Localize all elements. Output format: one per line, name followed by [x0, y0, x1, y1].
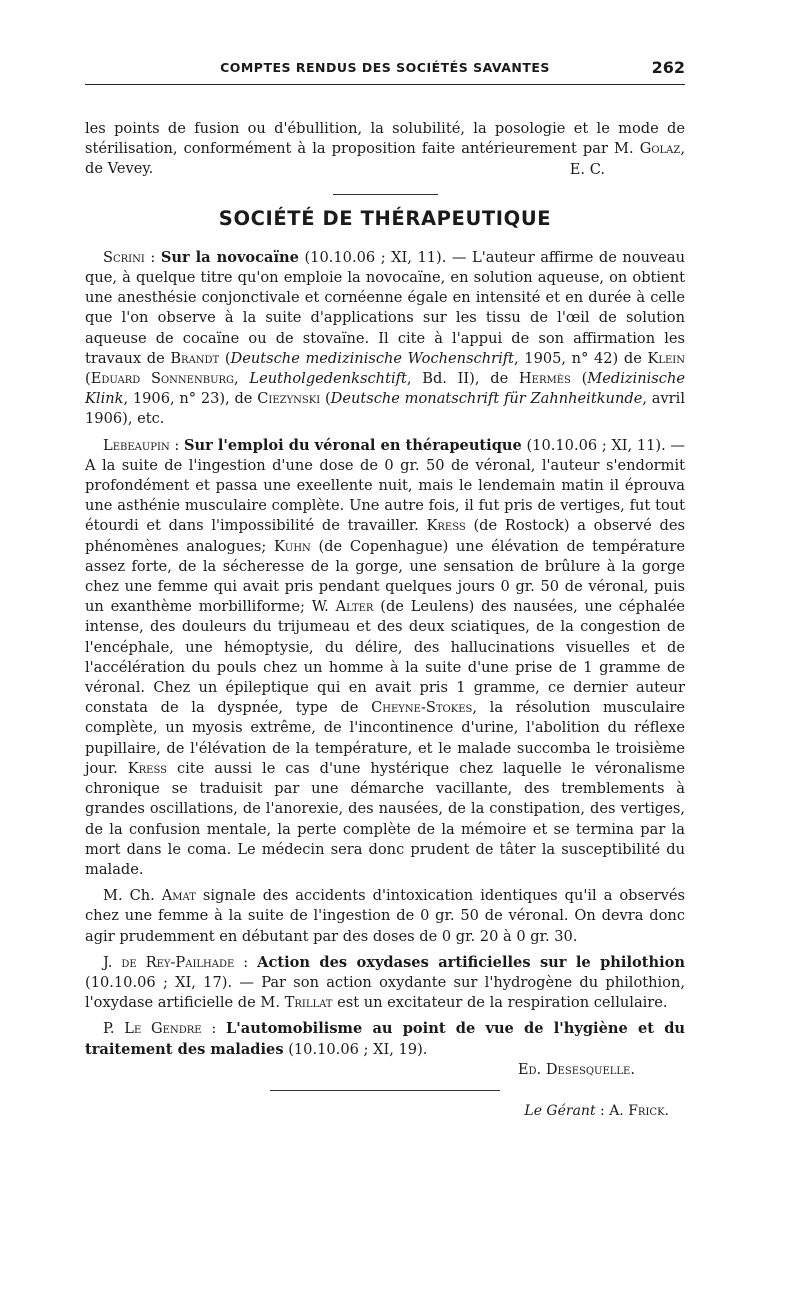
text: ( — [219, 349, 231, 367]
text: (de Copenhague) une élévation de température assez forte, de la sécheresse de la gorge, une sensation de brûlure à la gorge chez une femme qui avait pris pendant quelques jours 0 gr. 50 de véronal, puis un exanthème morbilliforme; — [85, 537, 685, 616]
text: , la résolution musculaire complète, un myosis extrême, de l'incontinence d'urine, l'abolition du réflexe pupillaire, de l'élévation de la température, et le malade succomba le troisième jour. — [85, 699, 685, 777]
author-brandt: Brandt — [170, 349, 220, 367]
sep: : A. — [595, 1102, 629, 1119]
gerant-line — [85, 1103, 685, 1119]
abstract-title: Sur la novocaïne — [160, 248, 299, 266]
text: , 1905, n° 42) de — [514, 349, 648, 367]
abstract-text: (10.10.06 ; XI, 17). — Par son action oxydante sur l'hydrogène du philothion, l'oxydase artificielle de M. — [85, 973, 685, 1012]
abstract-title: L'automobilisme au point de vue de l'hygiène et du traitement des maladies — [85, 1020, 686, 1058]
running-header — [85, 52, 685, 85]
abstract-text: (10.10.06 ; XI, 11). — L'auteur affirme de nouveau que, à quelque titre qu'on emploie la novocaïne, en solution aqueuse, on obtient une anesthésie conjonctivale et cornéenne égale en intensité et en durée à celle que l'on observe à la suite d'applications sur les tissu de l'œil de solution aqueuse de cocaïne ou de stovaïne. Il cite à l'appui de son affirmation les travaux de — [85, 248, 685, 367]
abstract-text: signale des accidents d'intoxication identiques qu'il a observés chez une femme à la suite de l'ingestion de 0 gr. 50 de véronal. On devra donc agir prudemment en débutant par des doses de 0 gr. 20 à 0 gr. 30. — [85, 887, 685, 945]
intro-text: les points de fusion ou d'ébullition, la solubilité, la posologie et le mode de stérilisation, conformément à la proposition faite antérieurement par M. — [85, 120, 685, 158]
signature: Ed. Desesquelle. — [517, 1060, 635, 1078]
gerant-name: Frick — [628, 1102, 665, 1119]
abstract-title: Sur l'emploi du véronal en thérapeutique — [183, 436, 522, 454]
text: cite aussi le cas d'une hystérique chez laquelle le véronalisme chronique se traduisit par une démarche vacillante, des tremblements à grandes oscillations, de l'anorexie, des nausées, de la constipation, des vertiges, de la confusion mentale, la perte complète de la mémoire et se termina par la mort dans le coma. Le médecin sera donc prudent de tâter la susceptibilité du malade. — [85, 759, 685, 878]
author-le-gendre: P. Le Gendre — [103, 1020, 202, 1038]
abstract-le-gendre — [85, 1019, 685, 1059]
author-klein: Klein — [647, 349, 685, 367]
text: , avril 1906), etc. — [85, 390, 685, 428]
intro-signature: E. C. — [569, 160, 605, 178]
section-title: SOCIÉTÉ DE THÉRAPEUTIQUE — [218, 206, 552, 230]
author-scrini: Scrini — [103, 248, 145, 266]
abstract-text: (10.10.06 ; XI, 11). — A la suite de l'ingestion d'une dose de 0 gr. 50 de véronal, l'auteur s'endormit profondément et passa une exeellente nuit, mais le lendemain matin il éprouva une asthénie musculaire complète. Une autre fois, il fut pris de vertiges, fut tout étourdi et dans l'impossibilité de travailler. — [85, 436, 685, 535]
abstract-text: (10.10.06 ; XI, 19). — [283, 1040, 428, 1058]
author-trillat: Trillat — [284, 994, 333, 1012]
running-title: COMPTES RENDUS DES SOCIÉTÉS SAVANTES — [220, 60, 550, 75]
abstract-title: Action des oxydases artificielles sur le philothion — [257, 953, 685, 971]
text: M. Ch. — [103, 887, 162, 905]
text: ( — [570, 370, 588, 388]
journal-title: Leutholgedenkschtift — [249, 370, 407, 388]
journal-title: Deutsche monatschrift für Zahnheitkunde — [330, 390, 643, 408]
eponym-cheyne-stokes: Cheyne-Stokes — [371, 699, 473, 717]
author-amat: Amat — [161, 887, 196, 905]
author-sonnenburg: Eduard Sonnenburg — [90, 370, 235, 388]
author-alter: W. Alter — [311, 598, 374, 616]
text: ( — [85, 370, 91, 388]
author-golaz: Golaz — [639, 140, 681, 158]
abstract-scrini — [85, 248, 685, 430]
author-kress: Kress — [426, 517, 466, 535]
gerant-label: Le Gérant — [524, 1102, 596, 1119]
sep: . — [664, 1102, 669, 1119]
sep: : — [234, 953, 258, 971]
abstract-lebeaupin — [85, 436, 685, 880]
journal-title: Deutsche medizinische Wochenschrift — [230, 349, 515, 367]
text: , 1906, n° 23), de — [123, 390, 258, 408]
intro-text-after: , de Vevey. — [85, 140, 685, 178]
abstract-rey-pailhade — [85, 953, 685, 1014]
text: , — [234, 370, 250, 388]
text: est un excitateur de la respiration cellulaire. — [332, 994, 668, 1012]
text: (de Rostock) a observé des phénomènes analogues; — [85, 517, 686, 555]
author-ciezynski: Ciezynski — [257, 390, 321, 408]
journal-title: Medizinische Klink — [85, 370, 685, 408]
author-lebeaupin: Lebeaupin — [103, 436, 170, 454]
sep: : — [201, 1020, 227, 1038]
text: (de Leulens) des nausées, une céphalée intense, des douleurs du trijumeau et des deux sciatiques, de la congestion de l'encéphale, une hémoptysie, du délire, des hallucinations visuelles et de l'accélération du pouls chez un homme à la suite d'une prise de 1 gramme de véronal. Chez un épileptique qui en avait pris 1 gramme, ce dernier auteur constata de la dyspnée, type de — [85, 598, 685, 717]
footer-divider — [270, 1090, 500, 1091]
abstract-amat — [85, 886, 685, 947]
author-hermes: Hermès — [518, 370, 571, 388]
page — [85, 52, 685, 1119]
author-kuhn: Kuhn — [273, 537, 311, 555]
author-rey-pailhade: J. de Rey-Pailhade — [103, 953, 235, 971]
author-kress: Kress — [127, 759, 167, 777]
sep: : — [144, 248, 161, 266]
page-number: 262 — [651, 58, 685, 77]
section-divider — [333, 194, 438, 195]
sep: : — [169, 436, 184, 454]
text: ( — [320, 390, 331, 408]
text: , Bd. II), de — [406, 370, 519, 388]
